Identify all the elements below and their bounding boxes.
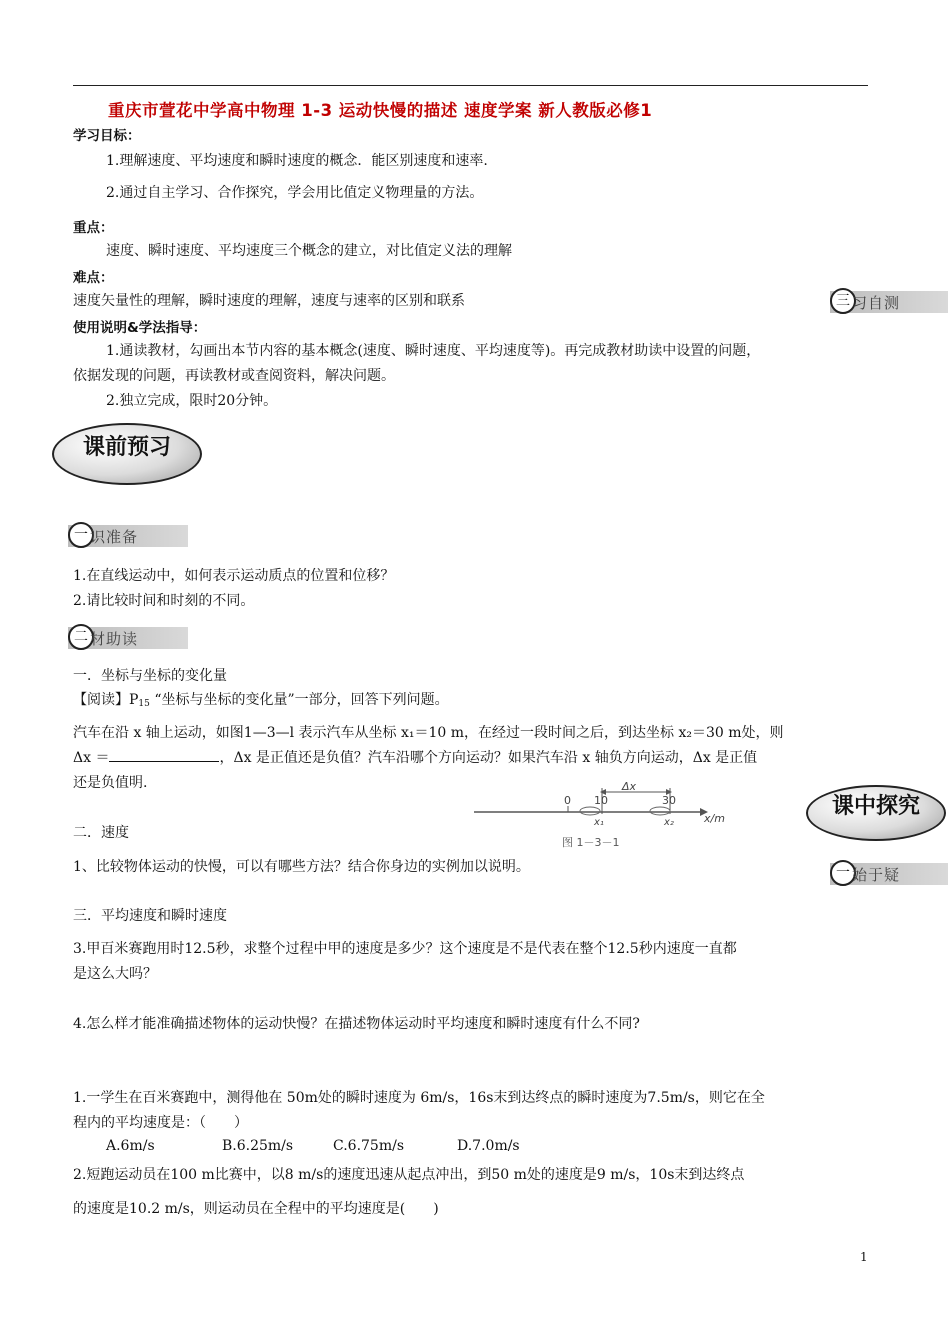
question-3-line: 是这么大吗？ xyxy=(73,966,157,982)
car-1-icon xyxy=(580,807,600,815)
figure-coordinate-axis xyxy=(470,778,740,850)
badge-self-test xyxy=(830,291,948,313)
section1-heading: 一．坐标与坐标的变化量 xyxy=(73,668,227,684)
figure-caption: 图 1－3－1 xyxy=(562,836,620,849)
badge-prep xyxy=(68,525,188,547)
section1-paragraph-line xyxy=(73,747,757,767)
instructions-line: 1.通读教材，勾画出本节内容的基本概念(速度、瞬时速度、平均速度等)。再完成教材助读中设置的问题， xyxy=(106,343,761,359)
exercise-2-line: 的速度是10.2 m/s，则运动员在全程中的平均速度是( ) xyxy=(73,1201,439,1217)
exercise-1-line: 程内的平均速度是：（ ） xyxy=(73,1115,248,1131)
exercise-2-line: 2.短跑运动员在100 m比赛中，以8 m/s的速度迅速从起点冲出，到50 m处的速度是9 m/s，10s末到达终点 xyxy=(73,1167,745,1183)
section1-paragraph-rest: ，Δx 是正值还是负值？汽车沿哪个方向运动？如果汽车沿 x 轴负方向运动，Δx 是正值 xyxy=(219,750,758,766)
read-suffix: “坐标与坐标的变化量”一部分，回答下列问题。 xyxy=(149,692,449,708)
read-prefix: 【阅读】P xyxy=(73,692,139,708)
badge-guide xyxy=(68,627,188,649)
instructions-line: 2.独立完成，限时20分钟。 xyxy=(106,393,278,409)
badge-number: 三 xyxy=(830,288,856,314)
question-3-line: 3.甲百米赛跑用时12.5秒，求整个过程中甲的速度是多少？这个速度是不是代表在整个12.5秒内速度一直都 xyxy=(73,941,737,957)
badge-number: 一 xyxy=(830,860,856,886)
axis-label: x/m xyxy=(704,812,725,825)
section3-heading: 三．平均速度和瞬时速度 xyxy=(73,908,227,924)
objective-item: 1.理解速度、平均速度和瞬时速度的概念．能区别速度和速率. xyxy=(106,153,488,169)
section1-paragraph-line: 汽车在沿 x 轴上运动，如图1—3—l 表示汽车从坐标 x₁＝10 m，在经过一段时间之后，到达坐标 x₂＝30 m处，则 xyxy=(73,725,784,741)
tick-label: 30 xyxy=(662,794,676,807)
x1-label: x₁ xyxy=(594,817,604,828)
delta-x-label: Δx xyxy=(622,780,637,793)
read-instruction xyxy=(73,689,449,709)
badge-label: 材助读 xyxy=(90,630,139,648)
exercise-1-option[interactable]: B.6.25m/s xyxy=(222,1138,294,1154)
oval-pre-class: 课前预习 xyxy=(52,423,202,485)
objectives-heading: 学习目标： xyxy=(73,128,141,144)
exercise-1-option[interactable]: A.6m/s xyxy=(106,1138,155,1154)
exercise-1-option[interactable]: D.7.0m/s xyxy=(457,1138,520,1154)
delta-label: Δx ＝ xyxy=(73,750,110,766)
badge-number: 二 xyxy=(68,624,94,650)
page-title: 重庆市萱花中学高中物理 1-3 运动快慢的描述 速度学案 新人教版必修1 xyxy=(108,101,653,120)
difficulties-text: 速度矢量性的理解，瞬时速度的理解，速度与速率的区别和联系 xyxy=(73,293,465,309)
section2-question: 1、比较物体运动的快慢，可以有哪些方法？结合你身边的实例加以说明。 xyxy=(73,859,530,875)
exercise-1-line: 1.一学生在百米赛跑中，测得他在 50m处的瞬时速度为 6m/s，16s末到达终点的瞬时速度为7.5m/s，则它在全 xyxy=(73,1090,765,1106)
badge-doubt xyxy=(830,863,948,885)
tick-label: 0 xyxy=(564,794,571,807)
key-points-heading: 重点： xyxy=(73,220,114,236)
key-points-text: 速度、瞬时速度、平均速度三个概念的建立，对比值定义法的理解 xyxy=(106,243,512,259)
car-2-icon xyxy=(650,807,670,815)
page-number: 1 xyxy=(860,1250,868,1264)
badge-label: 习自测 xyxy=(852,294,901,312)
answer-blank[interactable] xyxy=(109,747,219,762)
objective-item: 2.通过自主学习、合作探究，学会用比值定义物理量的方法。 xyxy=(106,185,484,201)
section1-paragraph-line: 还是负值明. xyxy=(73,775,148,791)
oval-in-class: 课中探究 xyxy=(806,785,946,841)
header-rule xyxy=(73,85,868,86)
instructions-heading: 使用说明&学法指导： xyxy=(73,320,207,336)
tick-label: 10 xyxy=(594,794,608,807)
exercise-1-option[interactable]: C.6.75m/s xyxy=(333,1138,405,1154)
difficulties-heading: 难点： xyxy=(73,270,114,286)
badge-label: 识准备 xyxy=(90,528,139,546)
section2-heading: 二．速度 xyxy=(73,825,129,841)
read-page: 15 xyxy=(138,699,150,709)
badge-label: 始于疑 xyxy=(852,866,901,884)
instructions-line: 依据发现的问题，再读教材或查阅资料，解决问题。 xyxy=(73,368,395,384)
x2-label: x₂ xyxy=(664,817,674,828)
badge-number: 一 xyxy=(68,522,94,548)
prep-question: 2.请比较时间和时刻的不同。 xyxy=(73,593,255,609)
question-4: 4.怎么样才能准确描述物体的运动快慢？在描述物体运动时平均速度和瞬时速度有什么不同? xyxy=(73,1016,640,1032)
prep-question: 1.在直线运动中，如何表示运动质点的位置和位移？ xyxy=(73,568,395,584)
